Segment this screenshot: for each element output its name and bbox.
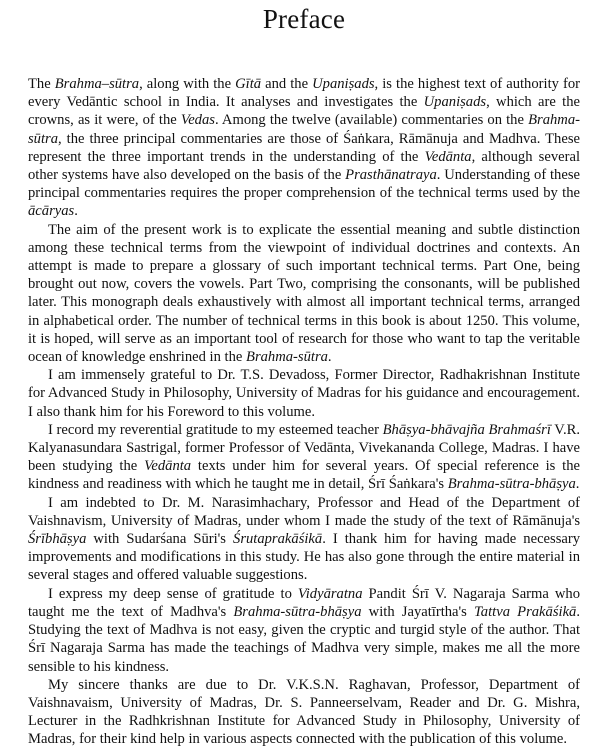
italic-term: Brahma-sūtra <box>28 112 580 147</box>
text-segment: I express my deep sense of gratitude to <box>48 585 298 602</box>
text-segment: texts under him for several years. Of special reference is the kindness and readiness with which he taught me in detail, Śrī Śaṅkara's <box>28 458 580 493</box>
text-segment: V.R. Kalyanasundara Sastrigal, former Professor of Vedānta, Vivekananda College, Madras. I have been studying the <box>28 421 581 475</box>
text-segment: I am indebted to Dr. M. Narasimhachary, Professor and Head of the Department of Vaishnavism, University of Madras, under whom I made the study of the text of Rāmānuja's <box>28 494 580 529</box>
italic-term: Brahma-sūtra-bhāṣya <box>447 476 576 493</box>
italic-term: Vedānta <box>424 148 472 165</box>
text-segment: . Among the twelve (available) commentaries on the <box>214 112 529 129</box>
text-segment: with Jayatīrtha's <box>361 603 475 620</box>
italic-term: Vedānta <box>144 458 192 475</box>
italic-term: Bhāṣya-bhāvajña Brahmaśrī <box>382 421 551 438</box>
text-segment: My sincere thanks are due to Dr. V.K.S.N. Raghavan, Professor, Department of Vaishnavaism, University of Madras, Dr. S. Panneerselvam, Reader and Dr. G. Mishra, Lecturer in the Radhkrishnan Institute for Advanced Study in Philosophy, University of Madras, for their kind help in various aspects connected with the publication of this volume. <box>28 676 580 748</box>
text-segment: , along with the <box>139 76 236 92</box>
paragraph <box>28 221 580 367</box>
italic-term: Prasthānatraya <box>345 167 437 184</box>
text-segment: . I thank him for having made necessary improvements and modifications in this study. He has also gone through the entire material in several stages and offered valuable suggestions. <box>28 531 581 584</box>
paragraph <box>28 366 580 421</box>
preface-body <box>28 75 580 749</box>
text-segment: . <box>575 476 580 493</box>
paragraph <box>28 585 580 676</box>
text-segment: , is the highest text of authority for every Vedāntic school in India. It analyses and investigates the <box>28 76 580 111</box>
text-segment: , although several other systems have also developed on the basis of the <box>28 148 581 184</box>
italic-term: Brahma–sūtra <box>54 76 140 92</box>
paragraph <box>28 75 580 221</box>
text-segment: I record my reverential gratitude to my esteemed teacher <box>48 421 383 438</box>
italic-term: Vedas <box>180 112 215 129</box>
italic-term: Vidyāratna <box>297 585 363 602</box>
text-segment: with Sudarśana Sūri's <box>86 531 234 548</box>
text-segment: , the three principal commentaries are those of Śaṅkara, Rāmānuja and Madhva. These represent the three important trends in the understanding of the <box>28 130 580 165</box>
italic-term: Tattva Prakāśikā <box>474 603 577 620</box>
page-title: Preface <box>262 4 346 34</box>
text-segment: , which are the crowns, as it were, of the <box>28 94 580 129</box>
text-segment: and the <box>261 76 313 92</box>
text-segment: The aim of the present work is to explicate the essential meaning and subtle distinction among these technical terms from the viewpoint of individual doctrines and contexts. An attempt is made to prepare a glossary of such important technical terms. Part One, being brought out now, covers the vowels. Part Two, comprising the consonants, will be published later. This monograph deals exhaustively with almost all important technical terms, arranged in alphabetical order. The number of technical terms in this book is about 1250. This volume, it is hoped, will serve as an important tool of research for those who want to tap the veritable ocean of knowledge enshrined in the <box>28 221 580 366</box>
text-segment: . <box>74 203 78 220</box>
text-segment: The <box>28 76 55 92</box>
italic-term: Upaniṣads <box>312 76 375 92</box>
italic-term: Śrutaprakāśikā <box>233 531 323 548</box>
text-segment: . Understanding of these principal commentaries requires the proper comprehension of the technical terms used by the <box>28 167 580 202</box>
italic-term: Brahma-sūtra <box>246 349 328 366</box>
text-segment: . Studying the text of Madhva is not easy, given the cryptic and turgid style of the author. That Śrī Nagaraja Sarma has made the teachings of Madhva very simple, makes me all the more sensible to his kindness. <box>28 603 580 675</box>
text-segment: . <box>327 349 332 366</box>
italic-term: Brahma-sūtra-bhāṣya <box>233 603 362 620</box>
text-segment: I am immensely grateful to Dr. T.S. Devadoss, Former Director, Radhakrishnan Institute for Advanced Study in Philosophy, University of Madras for his guidance and encouragement. I also thank him for his Foreword to this volume. <box>28 367 580 420</box>
italic-term: ācāryas <box>28 203 75 220</box>
text-segment: Pandit Śrī V. Nagaraja Sarma who taught me the text of Madhva's <box>28 585 581 620</box>
italic-term: Gītā <box>235 76 262 92</box>
italic-term: Śrībhāṣya <box>28 531 87 548</box>
paragraph <box>28 421 580 494</box>
italic-term: Upaniṣads <box>423 94 487 111</box>
paragraph <box>28 494 580 585</box>
